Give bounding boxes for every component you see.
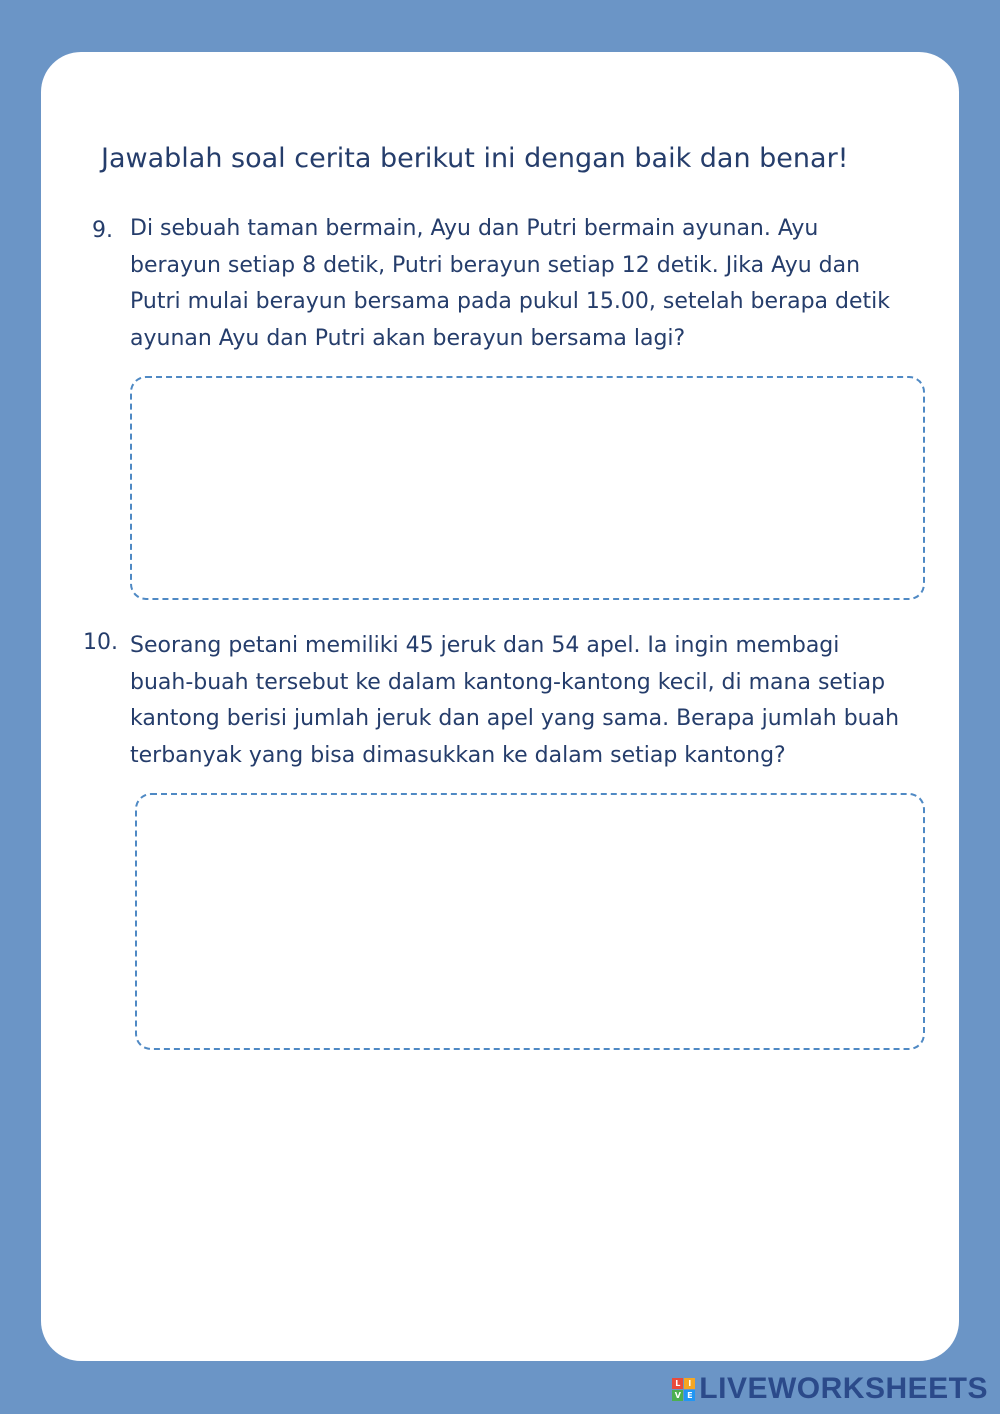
logo-text: LIVEWORKSHEETS (699, 1372, 988, 1405)
question-9-number: 9. (92, 218, 113, 243)
question-9-line: Di sebuah taman bermain, Ayu dan Putri bermain ayunan. Ayu (130, 216, 819, 241)
logo-grid-icon (672, 1378, 695, 1401)
question-10-text (130, 628, 899, 774)
question-10-line: kantong berisi jumlah jeruk dan apel yang sama. Berapa jumlah buah (130, 706, 900, 731)
question-10-line: terbanyak yang bisa dimasukkan ke dalam setiap kantong? (130, 742, 786, 768)
logo-letter: I (684, 1378, 695, 1389)
question-9-text (130, 211, 890, 357)
logo-letter: V (672, 1390, 683, 1401)
question-9-answer-box[interactable] (130, 376, 925, 600)
logo-letter: E (684, 1390, 695, 1401)
question-10-line: Seorang petani memiliki 45 jeruk dan 54 apel. Ia ingin membagi (130, 633, 840, 658)
question-10-answer-box[interactable] (135, 793, 925, 1050)
question-9-line: ayunan Ayu dan Putri akan berayun bersama lagi? (130, 325, 686, 351)
liveworksheets-logo (672, 1372, 988, 1406)
question-10-line: buah-buah tersebut ke dalam kantong-kantong kecil, di mana setiap (130, 669, 886, 695)
question-9-line: berayun setiap 8 detik, Putri berayun setiap 12 detik. Jika Ayu dan (130, 252, 861, 278)
instruction-heading: Jawablah soal cerita berikut ini dengan baik dan benar! (101, 143, 849, 174)
question-9-line: Putri mulai berayun bersama pada pukul 15.00, setelah berapa detik (130, 289, 890, 314)
question-10-number: 10. (83, 630, 118, 655)
logo-letter: L (672, 1378, 683, 1389)
